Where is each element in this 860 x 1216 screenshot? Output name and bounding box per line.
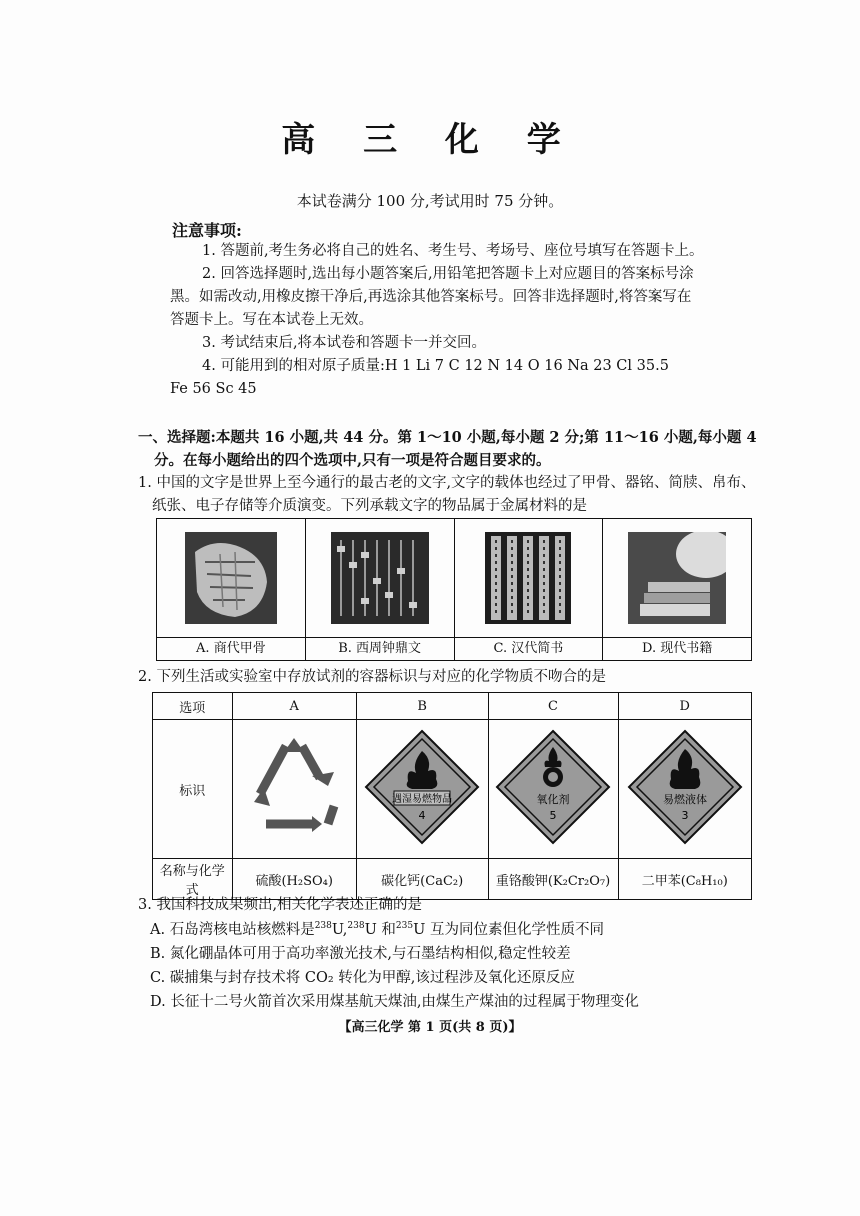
- q1-option-d-label: D. 现代书籍: [603, 637, 751, 660]
- q2-row-label-name: 名称与化学式: [153, 859, 233, 900]
- q2-table: [152, 692, 752, 900]
- q2-row-label-symbol: 标识: [153, 720, 233, 859]
- q2-header-option: 选项: [153, 693, 233, 720]
- sign-b-label: 遇湿易燃物品: [392, 794, 453, 805]
- q2-header-b: B: [356, 693, 488, 720]
- section-heading: [138, 426, 758, 472]
- notice-item-4-cont: Fe 56 Sc 45: [170, 381, 257, 397]
- q1-option-b-label: B. 西周钟鼎文: [306, 637, 454, 660]
- q1-option-a-label: A. 商代甲骨: [157, 637, 305, 660]
- q2-header-a: A: [232, 693, 356, 720]
- recycle-icon: [236, 732, 352, 842]
- q1-line-2: 纸张、电子存储等介质演变。下列承载文字的物品属于金属材料的是: [152, 498, 587, 514]
- q2-name-a: 硫酸(H₂SO₄): [232, 859, 356, 900]
- question-3-stem: 3. 我国科技成果频出,相关化学表述正确的是: [138, 897, 423, 913]
- q3-sup-235: 235: [395, 921, 414, 932]
- q3-option-a-post: U 互为同位素但化学性质不同: [413, 922, 604, 938]
- section-line-1: 一、选择题:本题共 16 小题,共 44 分。第 1～10 小题,每小题 2 分;第 11～16 小题,每小题 4: [138, 429, 757, 446]
- oxidizer-icon: [493, 727, 613, 847]
- dangerous-when-wet-icon: [362, 727, 482, 847]
- q2-name-d: 二甲苯(C₈H₁₀): [618, 859, 752, 900]
- q3-sup-238-a: 238: [314, 921, 332, 932]
- bronze-inscription-image: [331, 532, 429, 624]
- q3-option-a-pre: A. 石岛湾核电站核燃料是: [150, 922, 315, 938]
- q2-symbol-a: [232, 720, 356, 859]
- page-title: 高 三 化 学: [281, 120, 579, 160]
- q1-options-table: [156, 518, 752, 661]
- sign-d-label: 易燃液体: [662, 793, 707, 806]
- q3-option-c: C. 碳捕集与封存技术将 CO₂ 转化为甲醇,该过程涉及氧化还原反应: [150, 970, 575, 986]
- q2-symbol-c: [488, 720, 618, 859]
- q1-option-c-label: C. 汉代简书: [455, 637, 603, 660]
- q3-option-d: D. 长征十二号火箭首次采用煤基航天煤油,由煤生产煤油的过程属于物理变化: [150, 994, 639, 1010]
- q3-option-a: [150, 918, 604, 939]
- sign-c-number: 5: [549, 809, 557, 822]
- page-footer: 【高三化学 第 1 页(共 8 页)】: [338, 1020, 522, 1035]
- q2-header-d: D: [618, 693, 752, 720]
- q2-name-c: 重铬酸钾(K₂Cr₂O₇): [488, 859, 618, 900]
- notice-item-3: 3. 考试结束后,将本试卷和答题卡一并交回。: [202, 335, 487, 351]
- modern-books-image: [628, 532, 726, 624]
- sign-b-number: 4: [418, 809, 426, 822]
- q3-option-a-mid1: U,: [331, 922, 348, 938]
- notice-item-2-cont2: 答题卡上。写在本试卷上无效。: [170, 312, 373, 328]
- section-line-2: 分。在每小题给出的四个选项中,只有一项是符合题目要求的。: [154, 452, 551, 469]
- flammable-liquid-icon: [625, 727, 745, 847]
- question-2-stem: 2. 下列生活或实验室中存放试剂的容器标识与对应的化学物质不吻合的是: [138, 669, 606, 685]
- sign-d-number: 3: [681, 809, 689, 822]
- notice-item-1: 1. 答题前,考生务必将自己的姓名、考生号、考场号、座位号填写在答题卡上。: [202, 243, 704, 259]
- notice-item-4: 4. 可能用到的相对原子质量:H 1 Li 7 C 12 N 14 O 16 Na 23 Cl 35.5: [202, 358, 669, 374]
- oracle-bone-image: [185, 532, 277, 624]
- bamboo-slips-image: [485, 532, 571, 624]
- exam-subtitle: 本试卷满分 100 分,考试用时 75 分钟。: [296, 192, 564, 210]
- notice-heading: 注意事项:: [172, 221, 242, 240]
- q2-symbol-b: [356, 720, 488, 859]
- notice-item-2: 2. 回答选择题时,选出每小题答案后,用铅笔把答题卡上对应题目的答案标号涂: [202, 266, 694, 282]
- q1-option-d: [603, 519, 752, 661]
- q2-header-c: C: [488, 693, 618, 720]
- q1-line-1: 1. 中国的文字是世界上至今通行的最古老的文字,文字的载体也经过了甲骨、器铭、简牍、帛布、: [138, 475, 756, 491]
- q3-option-a-mid2: U 和: [364, 922, 396, 938]
- q1-option-a: [157, 519, 306, 661]
- sign-c-label: 氧化剂: [536, 793, 570, 806]
- q3-option-b: B. 氮化硼晶体可用于高功率激光技术,与石墨结构相似,稳定性较差: [150, 946, 571, 962]
- question-1-stem: [138, 472, 758, 518]
- q2-name-b: 碳化钙(CaC₂): [356, 859, 488, 900]
- q2-symbol-d: [618, 720, 752, 859]
- notice-list: [170, 240, 730, 401]
- notice-item-2-cont: 黑。如需改动,用橡皮擦干净后,再选涂其他答案标号。回答非选择题时,将答案写在: [170, 289, 692, 305]
- q1-option-b: [305, 519, 454, 661]
- q1-option-c: [454, 519, 603, 661]
- q3-sup-238-b: 238: [347, 921, 365, 932]
